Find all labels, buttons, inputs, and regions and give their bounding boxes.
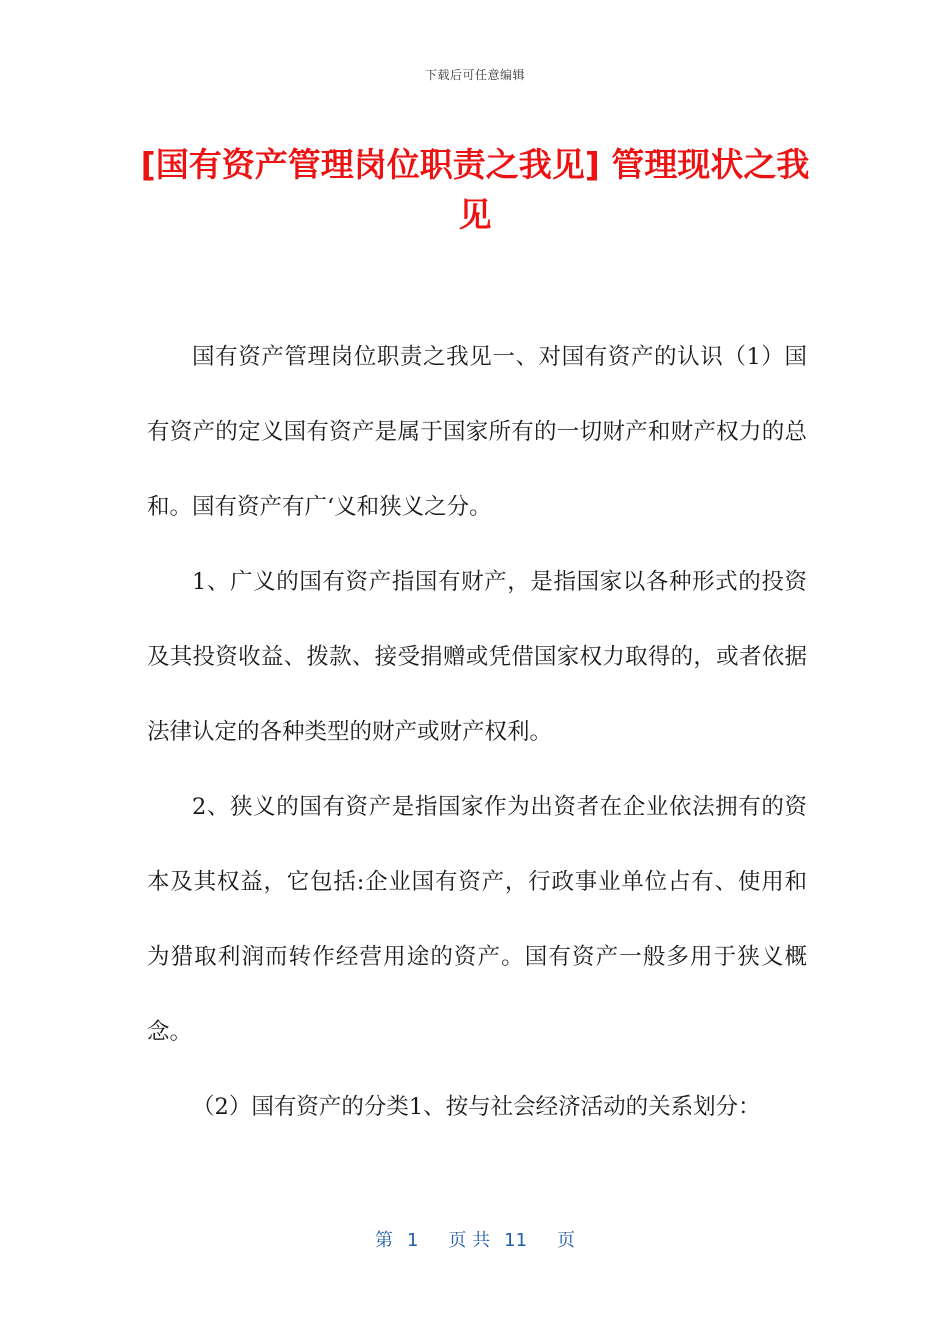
- document-title: [国有资产管理岗位职责之我见] 管理现状之我见: [140, 145, 810, 234]
- page-footer: [0, 1226, 950, 1252]
- footer-total-pages: 11: [504, 1230, 528, 1251]
- paragraph-4: （2）国有资产的分类1、按与社会经济活动的关系划分：: [192, 1094, 761, 1120]
- footer-prefix: 第: [374, 1230, 393, 1251]
- paragraph-2: 1、广义的国有资产指国有财产，是指国家以各种形式的投资及其投资收益、拨款、接受捐赠或凭借国家权力取得的，或者依据法律认定的各种类型的财产或财产权利。: [147, 569, 807, 745]
- document-body: [147, 320, 807, 1145]
- footer-middle: 页 共: [448, 1230, 491, 1251]
- paragraph-3: 2、狭义的国有资产是指国家作为出资者在企业依法拥有的资本及其权益，它包括:企业国有资产，行政事业单位占有、使用和为猎取利润而转作经营用途的资产。国有资产一般多用于狭义概念。: [147, 794, 807, 1045]
- paragraph-1: 国有资产管理岗位职责之我见一、对国有资产的认识（1）国有资产的定义国有资产是属于国家所有的一切财产和财产权力的总和。国有资产有广‘义和狭义之分。: [147, 344, 807, 520]
- footer-suffix: 页: [557, 1230, 576, 1251]
- footer-current-page: 1: [406, 1230, 419, 1251]
- header-note: 下载后可任意编辑: [424, 68, 525, 82]
